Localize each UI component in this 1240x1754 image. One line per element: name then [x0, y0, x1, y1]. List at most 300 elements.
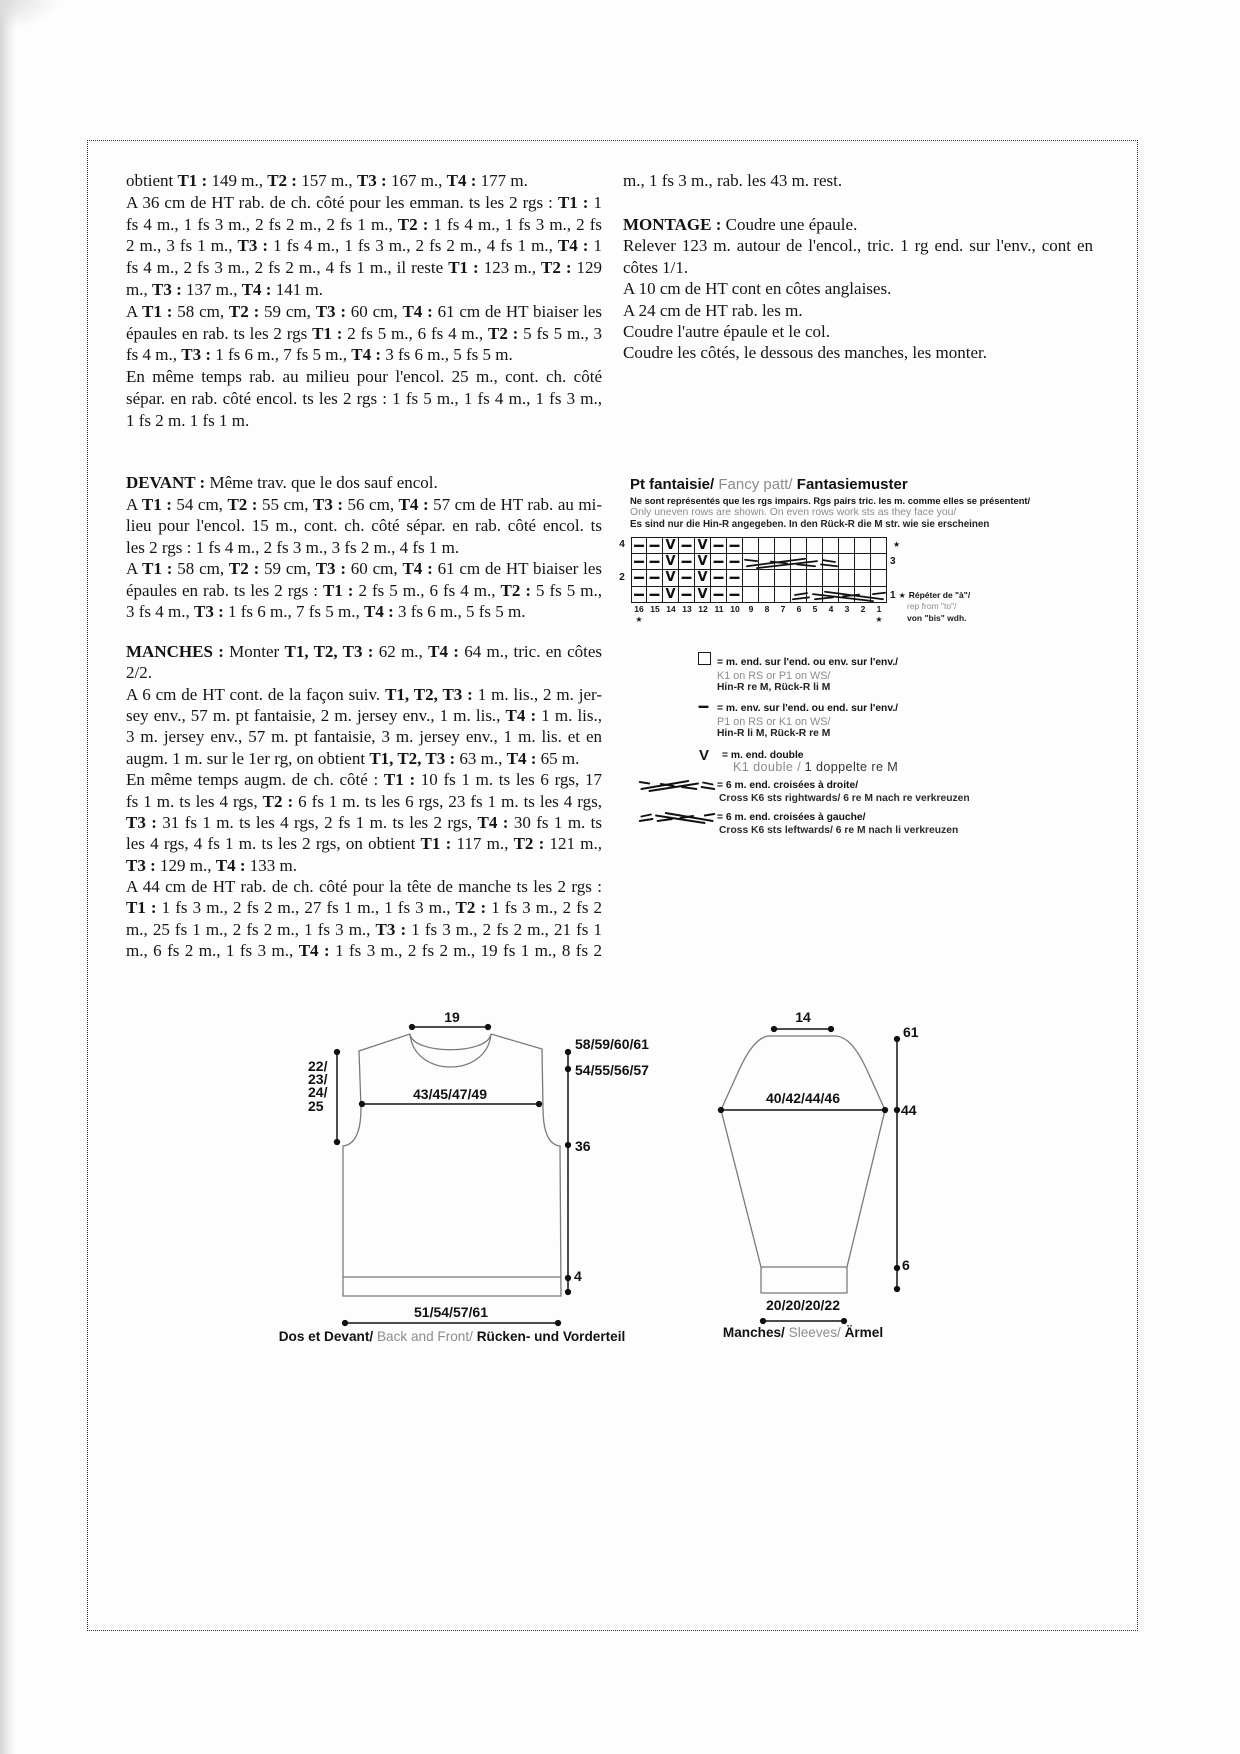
sleeve-schematic	[700, 990, 940, 1330]
text-run: En même temps rab. au milieu pour l'encol. 25 m., cont. ch. côté	[126, 367, 602, 387]
dimension-dot	[335, 1140, 340, 1145]
bold-run: T4 :	[506, 748, 537, 768]
chart-cell	[727, 587, 743, 604]
dimension-dot	[829, 1027, 834, 1032]
legend-fr: = m. env. sur l'end. ou end. sur l'env./	[717, 703, 899, 714]
bold-run: T2 :	[262, 791, 294, 811]
text-run: 1 m. lis.,	[536, 706, 602, 726]
chart-row	[631, 570, 887, 587]
paragraph	[126, 641, 602, 684]
bold-run: T3 :	[194, 602, 224, 621]
purl-symbol: —	[681, 554, 692, 568]
chart-cell	[695, 587, 711, 604]
text-run: 157 m.,	[296, 171, 357, 190]
purl-symbol: —	[649, 538, 660, 552]
armhole-depth-label: 22/	[308, 1058, 328, 1074]
purl-symbol: —	[681, 587, 692, 601]
chart-cell	[647, 570, 663, 587]
chart-cell	[839, 554, 855, 571]
bold-run: T1 :	[383, 770, 416, 790]
chart-cell	[743, 587, 759, 604]
text-line	[126, 791, 602, 812]
text-run: 129 m.,	[155, 855, 216, 875]
bold-run: T3 :	[375, 919, 407, 939]
text-run: 1 fs 3 m., 2 fs 2 m., 27 fs 1 m., 1 fs 3 m.,	[156, 898, 456, 918]
bold-run: T3 :	[126, 855, 156, 875]
cable-strand	[815, 597, 833, 599]
chart-cell	[727, 554, 743, 571]
text-run: A 44 cm de HT rab. de ch. côté pour la tête de manche ts les 2 rgs :	[126, 876, 602, 896]
text-run: 58 cm,	[172, 559, 229, 578]
cable-cross-right-icon	[638, 778, 716, 792]
text-run: 55 cm,	[257, 494, 314, 514]
chart-cell	[695, 554, 711, 571]
row-label-right	[890, 587, 970, 604]
caption-en: Sleeves/	[788, 1325, 841, 1340]
legend-de: 6 re M nach re verkreuzen	[843, 793, 970, 804]
dimension-dot	[537, 1102, 542, 1107]
text-run: 167 m.,	[386, 171, 447, 190]
cable-strands	[640, 813, 715, 823]
bold-run: T2 :	[228, 559, 260, 578]
chart-cell	[759, 587, 775, 604]
column-number: 13	[682, 604, 692, 614]
cable-cross-left-icon	[638, 810, 716, 824]
text-line	[623, 278, 1093, 299]
dimension-dot	[566, 1276, 571, 1281]
text-run: Même trav. que le dos sauf encol.	[205, 473, 438, 492]
paragraph	[126, 876, 602, 961]
text-run: 1 fs 3 m., 2 fs 2 m., 21 fs 1	[406, 919, 602, 939]
paragraph	[623, 321, 1093, 342]
chart-cell	[727, 570, 743, 587]
dimension-dot	[486, 1025, 491, 1030]
cable-strand	[658, 819, 673, 821]
bold-run: T4 :	[428, 642, 459, 661]
chart-cell	[871, 554, 887, 571]
text-line	[126, 515, 602, 537]
legend-item-cross-right	[717, 779, 970, 805]
legend-fr: = m. end. sur l'end. ou env. sur l'env./	[717, 657, 899, 668]
legend-translations	[719, 824, 958, 837]
chart-cell	[695, 537, 711, 554]
column-number: 4	[828, 604, 834, 614]
purl-symbol: —	[633, 554, 645, 568]
caption-de: Rücken- und Vorderteil	[476, 1329, 626, 1344]
paragraph	[623, 235, 1093, 278]
cable-strand	[640, 782, 650, 784]
column-number: 1	[876, 604, 882, 614]
text-line	[126, 726, 602, 747]
cable-strand	[795, 593, 807, 595]
text-line	[126, 537, 602, 559]
armhole-depth-label: 25	[308, 1098, 324, 1114]
dimension-dot	[895, 1108, 900, 1113]
text-line	[126, 214, 602, 236]
bold-run: T3 :	[151, 279, 182, 299]
paragraph	[623, 170, 1093, 191]
column-number: 3	[844, 604, 850, 614]
cable-strand	[703, 783, 713, 785]
dimension-dot	[360, 1102, 365, 1107]
legend-de: 1 doppelte re M	[804, 760, 899, 774]
legend-fr: = 6 m. end. croisées à droite/	[717, 780, 859, 791]
paragraph	[126, 192, 602, 301]
bold-run: T3 :	[237, 236, 269, 256]
k1-double-symbol: V	[697, 586, 708, 602]
cuff-width-label: 20/20/20/22	[766, 1297, 840, 1313]
chart-cell	[631, 537, 647, 554]
chart-cell	[647, 537, 663, 554]
text-line	[623, 321, 1093, 342]
bold-run: T4 :	[351, 345, 381, 365]
text-line	[126, 662, 602, 683]
legend-de: 6 re M nach li verkreuzen	[835, 825, 959, 836]
text-line	[126, 919, 602, 940]
text-run: 3 m. jersey env., 57 m. pt fantaisie, 3 m. jersey env., 1 m. lis. et en	[126, 727, 602, 747]
caption-en: Back and Front/	[376, 1329, 473, 1344]
chart-cell	[679, 570, 695, 587]
text-line	[126, 558, 602, 580]
chart-cell	[871, 570, 887, 587]
chart-cell	[695, 570, 711, 587]
scan-edge-shadow	[0, 0, 16, 1754]
legend-item-knit	[717, 657, 898, 695]
text-run: 54 cm,	[171, 494, 228, 514]
chart-cell	[743, 570, 759, 587]
text-run: 65 m.	[536, 748, 580, 768]
text-run: 123 m.,	[478, 258, 541, 278]
cable-strands	[745, 558, 837, 567]
row-number: 2	[619, 572, 625, 583]
cable-strand	[705, 814, 715, 816]
legend-item-cross-left	[717, 811, 958, 837]
text-run: 60 cm,	[346, 559, 403, 578]
cable-strand	[873, 592, 885, 593]
text-run: 10 fs 1 m. ts les 6 rgs, 17	[415, 770, 602, 790]
text-line	[126, 301, 602, 323]
text-run: 30 fs 1 m. ts	[508, 812, 602, 832]
bold-run: T1 :	[312, 323, 343, 343]
text-line	[126, 494, 602, 516]
text-run: m., 6 fs 2 m., 1 fs 3 m.,	[126, 941, 299, 961]
dimension-dot	[410, 1025, 415, 1030]
chart-cell	[855, 554, 871, 571]
text-run: m., 1 fs 3 m., rab. les 43 m. rest.	[623, 171, 843, 190]
text-line	[623, 300, 1093, 321]
text-run: A	[126, 559, 143, 578]
column-number: 14	[666, 604, 676, 614]
text-run: augm. 1 m. sur le 1er rg, on obtient	[126, 748, 370, 768]
text-line	[623, 235, 1093, 256]
text-run: Relever 123 m. autour de l'encol., tric. 1 rg end. sur l'env., cont en	[623, 236, 1093, 256]
text-run: 61 cm de HT biaiser les	[432, 559, 602, 578]
text-line	[623, 170, 1093, 191]
text-line	[126, 323, 602, 345]
bold-run: T4 :	[477, 812, 509, 832]
text-run: 63 m.,	[455, 748, 507, 768]
column-number: 9	[748, 604, 754, 614]
paragraph	[126, 769, 602, 876]
bold-run: T2 :	[267, 171, 297, 190]
chart-note-fr: Ne sont représentés que les rgs impairs. Rgs pairs tric. les m. comme elles se présentent/	[630, 495, 1031, 506]
text-line	[126, 769, 602, 790]
text-line	[126, 705, 602, 726]
stitch-pattern-title	[630, 476, 908, 494]
column-number: 5	[812, 604, 818, 614]
chart-cell	[663, 587, 679, 604]
column-number: 2	[860, 604, 866, 614]
bold-run: T4 :	[446, 171, 477, 190]
sleeve-outline	[721, 1036, 885, 1293]
bold-run: T1 :	[142, 301, 173, 321]
purl-dash-symbol-icon	[698, 698, 714, 713]
text-line	[126, 388, 602, 410]
text-run: m., 25 fs 1 m., 2 fs 2 m., 1 fs 3 m.,	[126, 919, 376, 939]
column-number: 6	[796, 604, 802, 614]
dimension-dot	[895, 1037, 900, 1042]
bold-run: T1 :	[557, 192, 589, 212]
bold-run: T2 :	[540, 258, 572, 278]
text-run: 1 m. lis., 2 m. jer-	[472, 684, 602, 704]
text-run: 31 fs 1 m. ts les 4 rgs, 2 fs 1 m. ts les 2 rgs,	[156, 812, 478, 832]
chart-cell	[855, 537, 871, 554]
text-run: 5 fs 5 m.,	[531, 580, 602, 600]
k1-double-symbol-icon: V	[699, 747, 710, 764]
chart-cell	[631, 587, 647, 604]
bold-run: T3 :	[356, 171, 387, 190]
purl-symbol: —	[681, 571, 692, 585]
bold-run: MANCHES :	[126, 642, 224, 661]
column-number: 12	[698, 604, 708, 614]
text-run: 1 fs 3 m., 2 fs 2 m., 19 fs 1 m., 8 fs 2	[329, 941, 602, 961]
chart-cell	[759, 570, 775, 587]
bold-run: T1 :	[322, 580, 354, 600]
paragraph	[623, 214, 1093, 235]
cap-start-height-label: 44	[901, 1102, 917, 1118]
purl-symbol: —	[633, 571, 645, 585]
text-run: lieu pour l'encol. 15 m., cont. ch. côté sépar. en rab. côté encol. ts	[126, 516, 602, 535]
chart-cell	[631, 570, 647, 587]
k1-double-symbol: V	[665, 570, 676, 586]
text-run: 141 m.	[271, 279, 323, 299]
column-number: 16	[634, 604, 644, 614]
bold-run: T1 :	[142, 559, 173, 578]
text-run: fs 4 m.,	[126, 345, 182, 365]
text-run: fs 4 m., 1 fs 3 m., 2 fs 2 m., 2 fs 1 m.,	[126, 214, 398, 234]
text-run: 1 fs 2 m. 1 fs 1 m.	[126, 410, 250, 430]
chart-cell	[711, 554, 727, 571]
chart-cell	[647, 554, 663, 571]
k1-double-symbol: V	[697, 570, 708, 586]
text-line	[126, 601, 602, 623]
bold-run: T3 :	[181, 345, 211, 365]
legend-translations	[719, 792, 970, 805]
legend-fr: = 6 m. end. croisées à gauche/	[717, 812, 866, 823]
bold-run: T1 :	[177, 171, 208, 190]
chart-row	[631, 537, 887, 554]
row-label-right	[890, 554, 896, 571]
text-run: Coudre les côtés, le dessous des manches, les monter.	[623, 343, 988, 363]
sleeve-instructions-continued	[623, 170, 1093, 191]
purl-symbol: —	[649, 587, 660, 601]
cable-strand	[745, 559, 757, 560]
chart-cell	[759, 537, 775, 554]
purl-symbol: —	[729, 554, 740, 568]
purl-symbol: —	[633, 538, 645, 552]
back-front-schematic	[280, 990, 680, 1330]
chart-cell	[647, 587, 663, 604]
text-run: les 2 rgs : 1 fs 4 m., 2 fs 3 m., 3 fs 2 m., 4 fs 1 m.	[126, 537, 460, 557]
text-run: 177 m.	[476, 171, 528, 190]
legend-en: P1 on RS or K1 on WS/	[717, 715, 831, 728]
chart-cell	[631, 554, 647, 571]
chart-cell	[663, 554, 679, 571]
text-line	[126, 748, 602, 769]
purl-symbol: —	[633, 587, 645, 601]
chart-cell	[807, 537, 823, 554]
repeat-note-fr: Répéter de "à"/	[908, 589, 971, 600]
k1-double-symbol: V	[665, 537, 676, 553]
k1-double-symbol: V	[665, 586, 676, 602]
chart-cell	[791, 537, 807, 554]
dimension-dot	[566, 1290, 571, 1295]
bold-run: MONTAGE :	[623, 215, 722, 234]
caption-de: Ärmel	[844, 1325, 884, 1340]
text-run: 2 fs 5 m., 6 fs 4 m.,	[342, 323, 488, 343]
row-number: 3	[890, 555, 896, 567]
repeat-star-icon: ★	[875, 615, 883, 624]
text-line	[126, 344, 602, 366]
chart-cell	[743, 537, 759, 554]
cap-top-width-label: 14	[795, 1009, 811, 1025]
text-run: 56 cm,	[343, 494, 399, 514]
bold-run: T2 :	[500, 580, 532, 600]
bold-run: T3 :	[126, 812, 157, 832]
paragraph	[126, 558, 602, 623]
body-outline	[343, 1034, 561, 1296]
chart-cell	[663, 570, 679, 587]
text-run: 2 fs 5 m., 6 fs 4 m.,	[353, 580, 501, 600]
repeat-note-en: rep from "to"/	[907, 601, 957, 611]
cable-strand	[823, 560, 835, 562]
chest-width-label: 43/45/47/49	[413, 1086, 487, 1102]
legend-de: Hin-R li M, Rück-R re M	[717, 728, 831, 739]
purl-symbol: —	[698, 700, 709, 713]
text-run: Coudre l'autre épaule et le col.	[623, 321, 830, 341]
paragraph	[126, 170, 602, 192]
bold-run: T4 :	[364, 602, 394, 621]
text-run: 6 fs 1 m. ts les 6 rgs, 23 fs 1 m. ts les 4 rgs,	[293, 791, 602, 811]
text-line	[126, 366, 602, 388]
chart-cell	[839, 570, 855, 587]
caption-fr: Manches/	[722, 1325, 785, 1340]
dimension-dot	[719, 1108, 724, 1113]
bold-run: T4 :	[241, 279, 272, 299]
bold-run: T4 :	[398, 494, 429, 514]
text-run: 1 fs 6 m., 7 fs 5 m.,	[223, 602, 364, 621]
bold-run: T4 :	[215, 855, 246, 875]
bold-run: T3 :	[313, 494, 344, 514]
bold-run: T2 :	[513, 834, 545, 854]
bold-run: T3 :	[315, 301, 346, 321]
text-run: 2/2.	[126, 663, 152, 683]
text-run: 121 m.,	[544, 834, 602, 854]
title-fr: Pt fantaisie/	[630, 476, 715, 493]
text-line	[623, 257, 1093, 278]
chart-cell	[663, 537, 679, 554]
sleeve-caption	[703, 1325, 903, 1341]
legend-fr: = m. end. double	[722, 750, 804, 761]
chart-cell	[871, 537, 887, 554]
upper-arm-width-label: 40/42/44/46	[766, 1090, 840, 1106]
text-run: 57 cm de HT rab. au mi-	[428, 494, 602, 514]
chart-cell	[727, 537, 743, 554]
text-run: A	[126, 301, 143, 321]
text-line	[126, 279, 602, 301]
chart-cell	[711, 537, 727, 554]
paragraph	[126, 684, 602, 769]
legend-item-purl	[717, 703, 898, 741]
text-line	[126, 170, 602, 192]
cable-cross-right-icon	[743, 556, 839, 569]
text-line	[126, 684, 602, 705]
purl-symbol: —	[713, 554, 724, 568]
text-run: 3 fs 6 m., 5 fs 5 m.	[381, 345, 513, 365]
dimension-dot	[335, 1050, 340, 1055]
purl-symbol: —	[649, 571, 660, 585]
column-number: 10	[730, 604, 740, 614]
text-line	[623, 342, 1093, 363]
text-run: sey env., 57 m. pt fantaisie, 2 m. jersey env., 1 m. lis.,	[126, 706, 506, 726]
dimension-dot	[842, 1319, 847, 1324]
dimension-dot	[895, 1266, 900, 1271]
chart-cell	[823, 570, 839, 587]
chart-cell	[711, 570, 727, 587]
chart-cell	[679, 537, 695, 554]
knit-square-symbol-icon	[698, 652, 711, 665]
dimension-dot	[566, 1050, 571, 1055]
bold-run: DEVANT :	[126, 473, 206, 492]
text-line	[126, 192, 602, 214]
text-line	[126, 472, 602, 494]
dimension-dot	[761, 1319, 766, 1324]
bold-run: T1, T2, T3 :	[369, 748, 456, 768]
paragraph	[623, 278, 1093, 299]
back-front-caption	[242, 1329, 662, 1345]
cable-strand	[640, 819, 653, 821]
text-run: 1	[588, 192, 602, 212]
neck-width-label: 19	[444, 1009, 460, 1025]
paragraph	[126, 494, 602, 559]
paragraph	[623, 342, 1093, 363]
purl-symbol: —	[729, 587, 740, 601]
repeat-note-de: von "bis" wdh.	[907, 613, 967, 623]
bold-run: T2 :	[227, 494, 258, 514]
bold-run: T2 :	[397, 214, 429, 234]
caption-fr: Dos et Devant/	[278, 1329, 374, 1344]
cable-strand	[821, 564, 837, 566]
chart-cell	[807, 570, 823, 587]
legend-en: K1 double /	[733, 760, 802, 774]
dimension-dot	[772, 1027, 777, 1032]
total-height-label: 58/59/60/61	[575, 1036, 649, 1052]
bold-run: T1 :	[141, 494, 172, 514]
bold-run: T2 :	[455, 898, 487, 918]
back-neckline	[410, 1034, 491, 1050]
purl-symbol: —	[729, 538, 740, 552]
text-run: 58 cm,	[172, 301, 229, 321]
